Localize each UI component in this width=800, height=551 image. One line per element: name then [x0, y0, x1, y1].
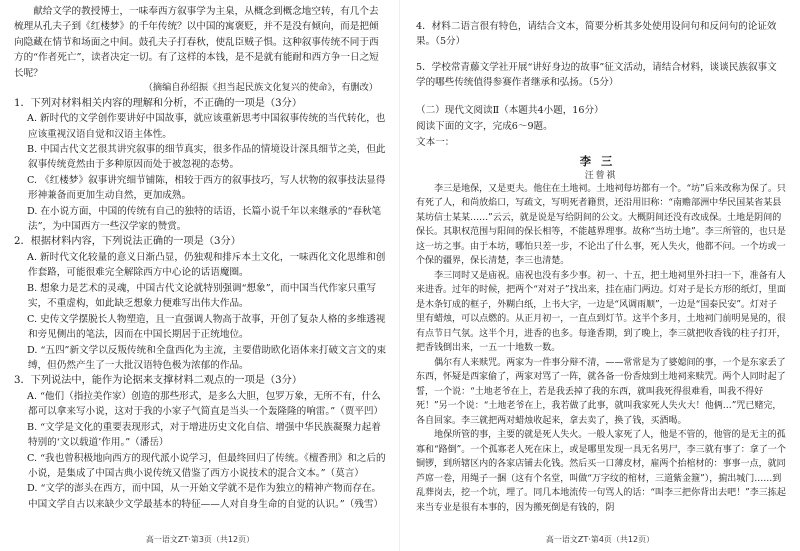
question-1-option [14, 111, 388, 142]
option-text: 在小说方面，中国的传统有自己的独特的话语，长篇小说千年以来继承的“春秋笔法”，为中国西方一些汉学家的赞赏。 [28, 205, 382, 233]
option-text: 新时代的文学创作要讲好中国故事，就应该重新思考中国叙事传统的当代转化，也应该重视汉语自觉和汉语主体性。 [28, 113, 386, 140]
option-text: “我也曾积极地向西方的现代派小说学习，但最终回归了传统。《檀香刑》和之后的小说，是集成了中国古典小说传统又借鉴了西方小说技术的混合文本。”（莫言） [28, 452, 386, 479]
page-footer: 高一语文ZT·第4页（共12页） [545, 535, 655, 544]
question-1-option [14, 204, 388, 235]
option-text: “他们（指拉美作家）创造的那些形式，是多么大胆，包罗万象，无所不有，什么都可以拿来写小说，这对于我的小家子气简直是当头一个轰隆隆的响雷。”（贾平凹） [28, 390, 384, 418]
option-key: A. [27, 252, 38, 264]
question-list [14, 96, 388, 513]
option-key: B. [27, 144, 38, 156]
section-heading: （二）现代文阅读Ⅱ（本题共4小题，16分） [416, 104, 604, 116]
story-paragraph: 地保所管的事，主要的就是死人失火。一般人家死了人，他是不管的，他管的是无主的孤寡和“路倒”。一个孤寡老人死在床上，或是哪里发现一具无名男尸，李三就有事了：拿了一个铜锣，到所辖区内的各家店铺去化钱。然后买一口薄皮材，雇两个抬棺材的：事事一点，就同芦席一卷，用绳子一捆（这有个名堂，叫做“万字纹的棺材，三道紫金箍”），掮出城门……到乱葬岗去，挖一个坑，埋了。同几本地流传一句骂人的话：“叫李三把你背出去吧！”李三拣起来当专业是很有本事的，因为搬死倒是有钱的，阴 [416, 430, 786, 513]
story-paragraph: 偶尔有人来赎咒。两家为一件事分辩不清，——常常是为了婆媳间的事，一个是东家丢了东西，怀疑是西家偷了，两家对骂了一阵，就各备一份香烛到土地祠来赎咒。两个人同时起了誓，一个说：“土地老爷在上，若是我丢掉了我的东西，就叫我死得很难看，叫我不得好死！”另一个说：“土地老爷在上，我若做了此事，就叫我家死人失火大！他俩…”咒已赌完，各自回家。李三就把两对蜡烛收起来，拿去卖了，换了钱，买酒喝。 [416, 357, 786, 426]
option-text: 想象力是艺术的灵魂，中国古代文论就特别强调“想象”，而中国当代作家只重写实，不重虚构，如此缺乏想象力便难写出伟大作品。 [28, 282, 377, 310]
reading-instruction: 阅读下面的文字，完成6～9题。 [416, 120, 553, 132]
story-paragraph: 李三是地保，又是更夫。他住在土地祠。土地祠每坊都有一个。“坊”后来改称为保了。只有死了人，和尚放焰口，写疏文，写明死者籍贯，还沿用旧称：“南赡部洲中华民国某省某县某坊信士某某……”云云，就是说是写给阴间的公文。大概阴间还没有改成保。土地是阴间的保长。其职权范围与阳间的保长相等，不能越界理事。故称“当坊土地”。李三所管的，也只是这一坊之事。由于本坊，哪怕只差一步，不论出了什么事，死人失火，他都不问。一个坊或一个保的疆界，保长清楚，李三也清楚。 [416, 183, 786, 267]
option-key: B. [27, 421, 38, 433]
option-text: “文学是文化的重要表现形式，对于增进历史文化自信、增强中华民族凝聚力起着特别的‘文以载道’作用。”（潘岳） [28, 421, 381, 449]
question-4: 4．材料二语言很有特色，请结合文本，简要分析其多处使用设问句和反问句的论证效果。（5分） [416, 21, 777, 47]
question-5: 5．学校常青藤文学社开展“讲好身边的故事”征文活动，请结合材料，谈谈民族叙事文学的哪些传统值得参赛作者继承和弘扬。（5分） [416, 62, 777, 89]
question-1-option [14, 142, 388, 173]
question-3-option [14, 481, 388, 512]
option-text: 新时代文化较量的意义日渐凸显，仍独观和排斥本土文化，一味西化文化思维和创作套路，可能很难完全解除西方中心论的话语魔圈。 [28, 252, 386, 279]
option-text: “五四”新文学以反叛传统和全盘西化为主流，主要借助欧化语体来打破文言文的束缚，但仍然产生了一大批汉语特色极为浓郁的作品。 [28, 344, 387, 371]
option-text: 中国古代文艺很其讲究叙事的细节真实，很多作品的情境设计深具细节之美，但此叙事传统竟然由于多种原因而处于被忽视的态势。 [28, 144, 386, 171]
question-2-option [14, 312, 388, 343]
option-key: A. [27, 390, 38, 402]
question-2-option [14, 343, 388, 374]
question-3-stem: 3．下列说法中，能作为论据来支撑材料二观点的一项是（3分） [14, 375, 303, 387]
option-text: 《红楼梦》叙事讲究细节铺陈，相较于西方的叙事技巧，写人状物的叙事技法显得形神兼备而更加生动自然，更加成熟。 [28, 174, 386, 202]
question-1-stem: 1．下列对材料相关内容的理解和分析，不正确的一项是（3分） [14, 97, 303, 109]
question-3-option [14, 420, 388, 451]
right-page [400, 0, 800, 551]
source-citation: （摘编自孙绍振《担当起民族文化复兴的使命》，有删改） [143, 82, 378, 94]
question-3-option [14, 389, 388, 420]
option-key: D. [27, 344, 38, 356]
text-label: 文本一： [416, 136, 455, 148]
option-key: B. [27, 282, 38, 294]
question-1-option [14, 173, 388, 204]
story-author: 汪曾祺 [584, 170, 618, 181]
option-key: C. [27, 452, 38, 464]
option-key: D. [27, 205, 38, 217]
question-2-option [14, 281, 388, 312]
question-2-option [14, 250, 388, 281]
page-footer: 高一语文ZT·第3页（共12页） [145, 535, 255, 544]
question-3-option [14, 451, 388, 482]
option-text: “文学的澎头在西方，而中国，从一开始文学就不是作为独立的精神产物而存在。中国文学自古以来缺少文学最基本的特征——人对自身生命的自觉的认识。”（残雪） [28, 483, 384, 510]
question-2-stem: 2．根据材料内容，下列说法正确的一项是（3分） [14, 236, 241, 248]
story-paragraph: 李三同时又是庙祝。庙祝也没有多少事。初一、十五，把土地祠里外扫扫一下，准备有人来进香。过年的时候，把两个“对对子”找出来，挂在庙门两边。灯对子是长方形的纸灯，里面是木条钉成的框子，外糊白纸，上书大字，一边是“风调雨顺”，一边是“国泰民安”。灯对子里有蜡烛，可以点燃的。从正月初一，一直点到灯节。这半个多月，土地祠门前明晃晃的，很有点节日气氛。这半个月，进香的也多。每逢香期，到了晚上，李三就把收香钱的柱子打开，把香钱倒出来，一五一十地数一数。 [416, 270, 786, 354]
story-body [416, 182, 786, 428]
passage-text [14, 4, 388, 81]
option-key: C. [27, 174, 38, 186]
option-key: D. [27, 483, 38, 495]
option-key: A. [27, 113, 38, 125]
option-text: 史传文学摆脱长人物塑造，且一直强调人物高于故事，开创了复杂人格的多维透视和旁见侧出的笔法，因而在中国长期居于正统地位。 [28, 313, 386, 341]
passage-paragraph: 献给文学的教授博士，一味奉西方叙事学为主臬，从概念到概念地空转，有几个去梳理从孔夫子到《红楼梦》的千年传统？以中国的寓褒贬，并不是没有倾向，而是把倾向隐藏在情节和场面之中间。鼓孔夫子打春秋，使乱臣贼子惧。这种叙事传统不同于西方的“作者死亡”，读者决定一切。有了这样的本钱，是不是就有能耐和西方争一日之短长呢？ [14, 6, 379, 79]
option-key: C. [27, 313, 38, 325]
story-title: 李三 [579, 153, 623, 168]
